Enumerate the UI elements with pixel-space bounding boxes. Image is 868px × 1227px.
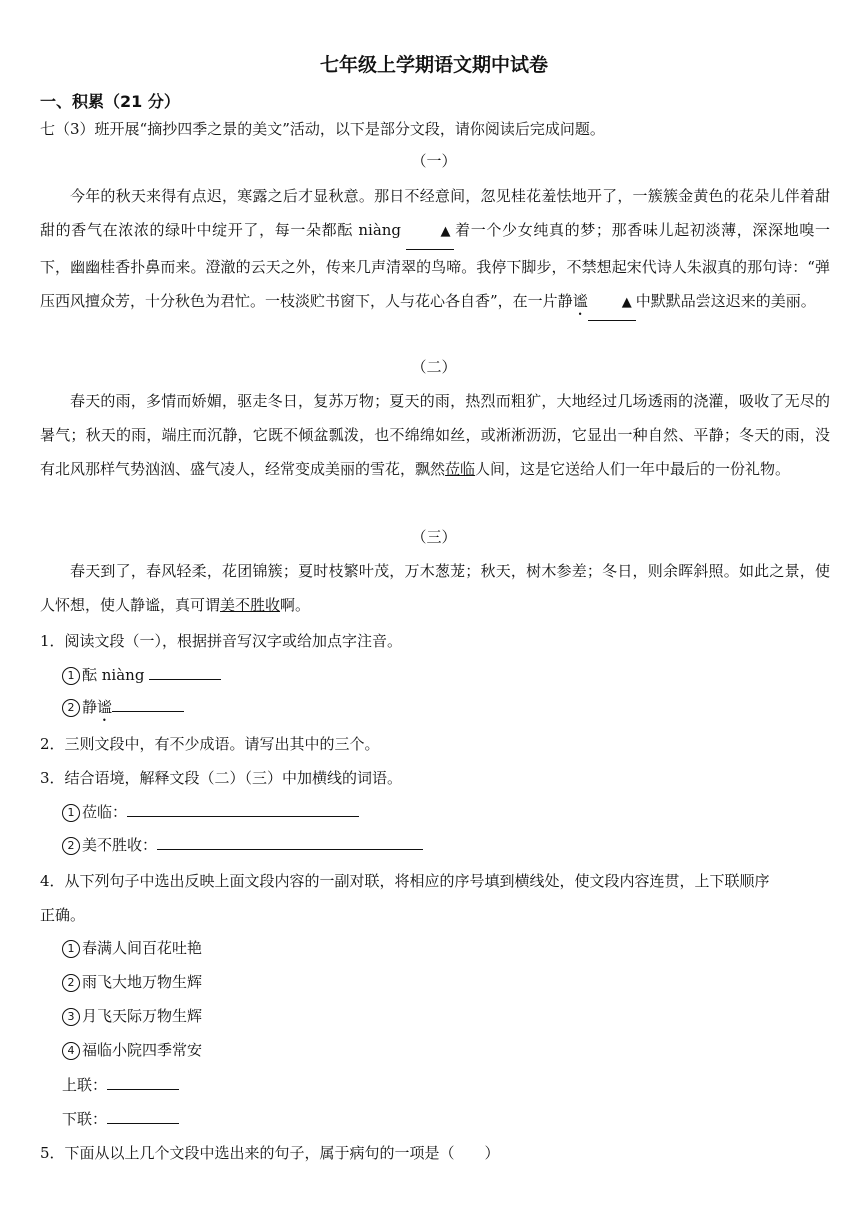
- blank-triangle-1: ▲: [406, 215, 454, 250]
- q4-lower-couplet: [62, 1108, 179, 1129]
- q1-option-2: [62, 696, 184, 725]
- q4-option-4-text: 福临小院四季常安: [82, 1041, 203, 1059]
- q3-option-1-text: 莅临：: [82, 803, 128, 821]
- blank-triangle-2: ▲: [588, 286, 636, 321]
- q4-upper-couplet: [62, 1074, 179, 1095]
- passage-3-part2: 啊。: [280, 596, 311, 614]
- question-3: 3．结合语境，解释文段（二）（三）中加横线的词语。: [40, 769, 403, 787]
- circled-number: 1: [62, 804, 80, 822]
- passage-1-part3: 中默默品尝这迟来的美丽。: [635, 292, 816, 310]
- passage-3-heading: （三）: [411, 528, 457, 546]
- circled-number: 2: [62, 974, 80, 992]
- upper-couplet-label: 上联：: [62, 1076, 108, 1094]
- question-4-line-1: 4．从下列句子中选出反映上面文段内容的一副对联，将相应的序号填到横线处，使文段内容连贯，上下联顺序: [40, 872, 770, 890]
- q4-option-2-text: 雨飞大地万物生辉: [82, 973, 203, 991]
- circled-number: 3: [62, 1008, 80, 1026]
- passage-2: [40, 384, 830, 486]
- intro-text: 七（3）班开展“摘抄四季之景的美文”活动，以下是部分文段，请你阅读后完成问题。: [40, 120, 605, 138]
- section-heading: 一、积累（21 分）: [40, 92, 180, 111]
- dotted-char: 谧: [572, 292, 588, 310]
- q4-option-3: [62, 1005, 202, 1026]
- passage-3-part1: 春天到了，春风轻柔，花团锦簇；夏时枝繁叶茂，万木葱茏；秋天，树木参差；冬日，则余晖斜照。如此之景，使人怀想，使人静谧，真可谓: [40, 562, 830, 614]
- passage-1-part1: 今年的秋天来得有点迟，寒露之后才显秋意。那日不经意间，忽见桂花羞怯地开了，一簇簇金黄色的花朵儿伴着甜甜的香气在浓浓的绿叶中绽开了，每一朵都酝 niàng: [40, 187, 830, 239]
- q3-option-2-text: 美不胜收：: [82, 836, 158, 854]
- q3-option-1: [62, 801, 359, 822]
- q1-option-1: [62, 664, 221, 685]
- passage-3: [40, 554, 830, 622]
- q4-option-3-text: 月飞天际万物生辉: [82, 1007, 203, 1025]
- answer-blank[interactable]: [112, 697, 184, 712]
- question-2: 2．三则文段中，有不少成语。请写出其中的三个。: [40, 735, 380, 753]
- question-5: 5．下面从以上几个文段中选出来的句子，属于病句的一项是（ ）: [40, 1144, 500, 1162]
- question-1: 1．阅读文段（一），根据拼音写汉字或给加点字注音。: [40, 632, 403, 650]
- circled-number: 2: [62, 837, 80, 855]
- q4-option-1-text: 春满人间百花吐艳: [82, 939, 203, 957]
- page-title: 七年级上学期语文期中试卷: [319, 54, 548, 76]
- q4-option-4: [62, 1039, 202, 1060]
- circled-number: 1: [62, 667, 80, 685]
- circled-number: 1: [62, 940, 80, 958]
- passage-1: [40, 179, 830, 321]
- q3-option-2: [62, 834, 423, 855]
- passage-2-heading: （二）: [411, 358, 457, 376]
- q4-option-2: [62, 971, 202, 992]
- answer-blank[interactable]: [107, 1109, 179, 1124]
- answer-blank[interactable]: [157, 835, 423, 850]
- underlined-word-lilin: 莅临: [445, 460, 476, 478]
- dotted-char: 谧: [97, 698, 113, 716]
- passage-1-heading: （一）: [411, 152, 457, 170]
- answer-blank[interactable]: [127, 802, 359, 817]
- answer-blank[interactable]: [107, 1075, 179, 1090]
- circled-number: 4: [62, 1042, 80, 1060]
- q1-option-1-text: 酝 niàng: [82, 666, 145, 684]
- circled-number: 2: [62, 699, 80, 717]
- answer-blank[interactable]: [149, 665, 221, 680]
- passage-2-part1: 春天的雨，多情而娇媚，驱走冬日，复苏万物；夏天的雨，热烈而粗犷，大地经过几场透雨的浇灌，吸收了无尽的暑气；秋天的雨，端庄而沉静，它既不倾盆瓢泼，也不绵绵如丝，或淅淅沥沥，它显出一种自然、平静；冬天的雨，没有北风那样气势汹汹、盛气凌人，经常变成美丽的雪花，飘然: [40, 392, 830, 478]
- question-4-line-2: 正确。: [40, 906, 86, 924]
- lower-couplet-label: 下联：: [62, 1110, 108, 1128]
- passage-1-part2: 着一个少女纯真的梦；那香味儿起初淡薄，深深地嗅一下，幽幽桂香扑鼻而来。澄澈的云天之外，传来几声清翠的鸟啼。我停下脚步，不禁想起宋代诗人朱淑真的那句诗：“弹压西风擅众芳，十分秋色为君忙。一枝淡贮书窗下，人与花心各自香”，在一片静: [40, 221, 830, 310]
- q4-option-1: [62, 937, 202, 958]
- passage-2-part2: 人间，这是它送给人们一年中最后的一份礼物。: [475, 460, 791, 478]
- underlined-word-meibushengshou: 美不胜收: [220, 596, 281, 614]
- q1-option-2-text: 静: [82, 698, 98, 716]
